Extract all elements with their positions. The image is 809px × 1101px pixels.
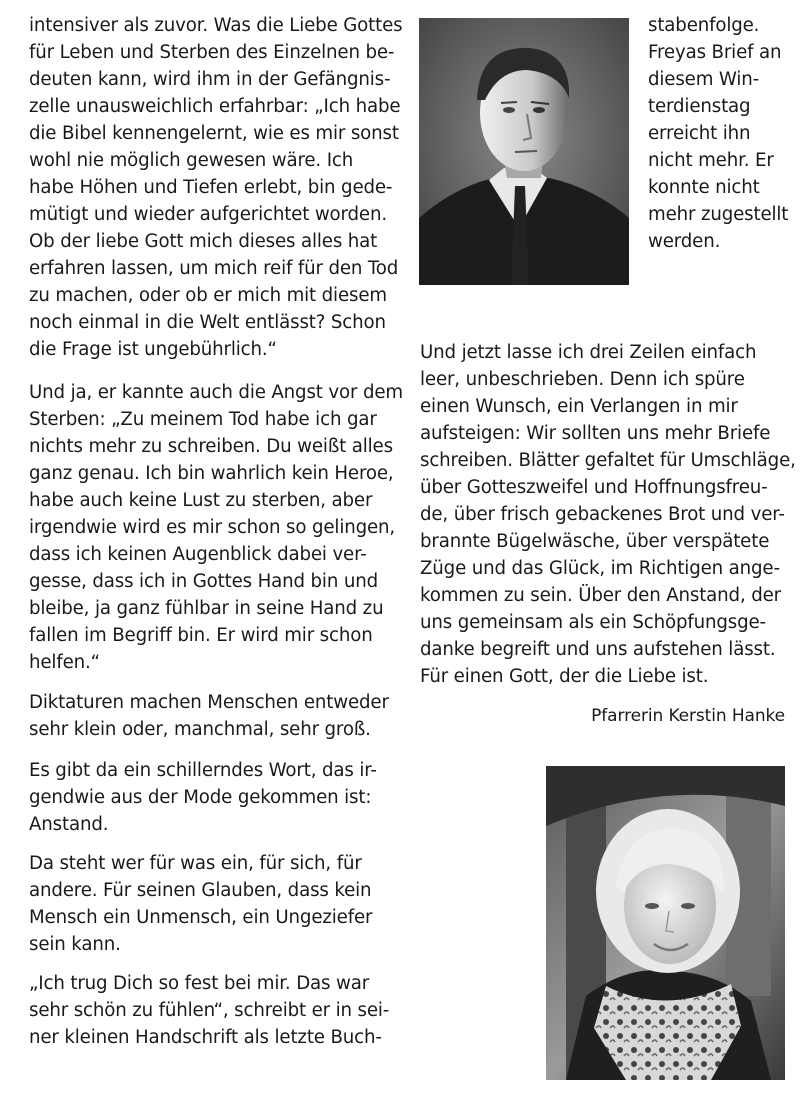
text-line: Züge und das Glück, im Richtigen ange-	[420, 558, 780, 579]
text-line: erfahren lassen, um mich reif für den Tod	[29, 258, 399, 279]
text-line: Und ja, er kannte auch die Angst vor dem	[29, 382, 403, 403]
text-line: nicht mehr. Er	[648, 150, 774, 171]
text-line: Sterben: „Zu meinem Tod habe ich gar	[29, 409, 377, 430]
portrait-photo-woman	[546, 766, 785, 1080]
text-line: Da steht wer für was ein, für sich, für	[29, 853, 362, 874]
text-line: kommen zu sein. Über den Anstand, der	[420, 585, 781, 606]
text-line: mütigt und wieder aufgerichtet worden.	[29, 204, 387, 225]
text-line: dass ich keinen Augenblick dabei ver-	[29, 544, 367, 565]
text-line: für Leben und Sterben des Einzelnen be-	[29, 42, 395, 63]
text-line: sein kann.	[29, 934, 121, 955]
text-line: habe auch keine Lust zu sterben, aber	[29, 490, 373, 511]
text-line: aufsteigen: Wir sollten uns mehr Briefe	[420, 423, 771, 444]
text-line: ganz genau. Ich bin wahrlich kein Heroe,	[29, 463, 394, 484]
text-line: intensiver als zuvor. Was die Liebe Gottes	[29, 15, 403, 36]
text-line: wohl nie möglich gewesen wäre. Ich	[29, 150, 354, 171]
text-line: fallen im Begriff bin. Er wird mir schon	[29, 625, 373, 646]
text-line: bleibe, ja ganz fühlbar in seine Hand zu	[29, 598, 384, 619]
text-line: andere. Für seinen Glauben, dass kein	[29, 880, 372, 901]
text-line: leer, unbeschrieben. Denn ich spüre	[420, 369, 745, 390]
text-line: ner kleinen Handschrift als letzte Buch-	[29, 1027, 382, 1048]
text-line: Und jetzt lasse ich drei Zeilen einfach	[420, 342, 757, 363]
text-line: brannte Bügelwäsche, über verspätete	[420, 531, 770, 552]
text-line: diesem Win-	[648, 69, 760, 90]
text-line: „Ich trug Dich so fest bei mir. Das war	[29, 973, 370, 994]
text-line: sehr klein oder, manchmal, sehr groß.	[29, 719, 371, 740]
text-line: Freyas Brief an	[648, 42, 782, 63]
text-line: deuten kann, wird ihm in der Gefängnis-	[29, 69, 391, 90]
author-signature: Pfarrerin Kerstin Hanke	[591, 706, 785, 726]
text-line: schreiben. Blätter gefaltet für Umschläge,	[420, 450, 796, 471]
text-line: die Bibel kennengelernt, wie es mir sonst	[29, 123, 399, 144]
text-line: de, über frisch gebackenes Brot und ver-	[420, 504, 785, 525]
text-line: Es gibt da ein schillerndes Wort, das ir-	[29, 760, 377, 781]
portrait-photo-man	[419, 18, 629, 285]
text-line: Anstand.	[29, 814, 109, 835]
text-line: nichts mehr zu schreiben. Du weißt alles	[29, 436, 393, 457]
text-line: helfen.“	[29, 652, 100, 673]
text-line: danke begreift und uns aufstehen lässt.	[420, 639, 776, 660]
text-line: uns gemeinsam als ein Schöpfungsge-	[420, 612, 766, 633]
text-line: mehr zugestellt	[648, 204, 789, 225]
text-line: die Frage ist ungebührlich.“	[29, 339, 277, 360]
text-line: werden.	[648, 231, 721, 252]
text-line: Mensch ein Unmensch, ein Ungeziefer	[29, 907, 373, 928]
text-line: Für einen Gott, der die Liebe ist.	[420, 666, 709, 687]
text-line: sehr schön zu fühlen“, schreibt er in sei-	[29, 1000, 390, 1021]
text-line: gesse, dass ich in Gottes Hand bin und	[29, 571, 378, 592]
text-line: Ob der liebe Gott mich dieses alles hat	[29, 231, 378, 252]
text-line: über Gotteszweifel und Hoffnungsfreu-	[420, 477, 768, 498]
text-line: noch einmal in die Welt entlässt? Schon	[29, 312, 386, 333]
text-line: einen Wunsch, ein Verlangen in mir	[420, 396, 738, 417]
text-line: irgendwie wird es mir schon so gelingen,	[29, 517, 396, 538]
text-line: konnte nicht	[648, 177, 760, 198]
text-line: zu machen, oder ob er mich mit diesem	[29, 285, 387, 306]
text-line: erreicht ihn	[648, 123, 751, 144]
text-line: Diktaturen machen Menschen entweder	[29, 692, 389, 713]
text-line: gendwie aus der Mode gekommen ist:	[29, 787, 372, 808]
text-line: zelle unausweichlich erfahrbar: „Ich habe	[29, 96, 401, 117]
text-line: terdienstag	[648, 96, 751, 117]
text-line: habe Höhen und Tiefen erlebt, bin gede-	[29, 177, 393, 198]
text-line: stabenfolge.	[648, 15, 760, 36]
